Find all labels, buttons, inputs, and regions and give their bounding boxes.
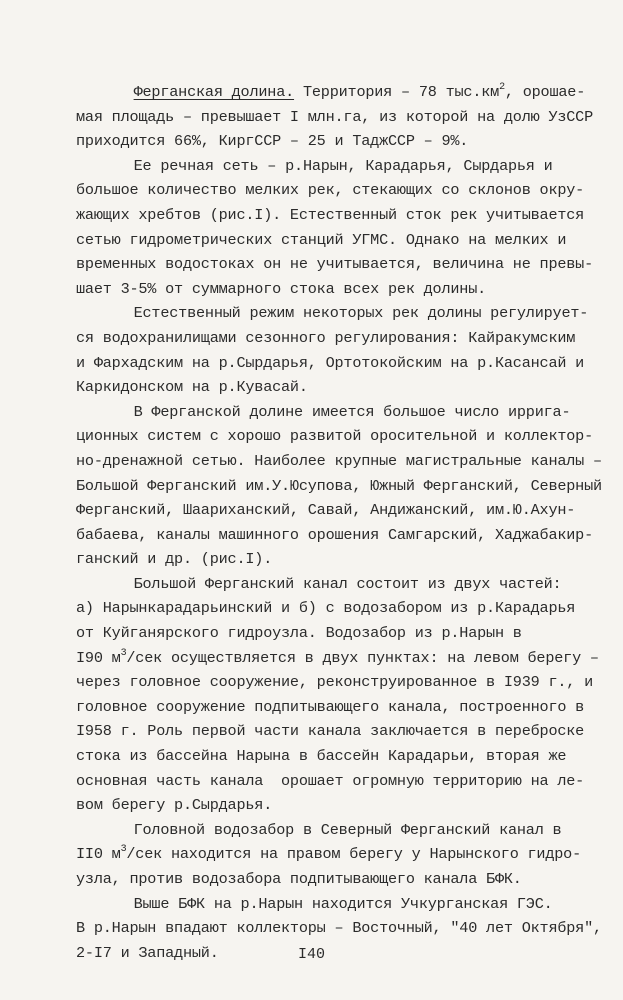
line-text: 2-I7 и Западный. <box>76 943 219 962</box>
text-line <box>76 646 599 671</box>
line-text: и Фархадским на р.Сырдарья, Ортотокойским на р.Касансай и <box>76 353 585 372</box>
superscript: 3 <box>120 844 127 856</box>
line-text: шает 3-5% от суммарного стока всех рек долины. <box>76 279 487 298</box>
line-text: Большой Ферганский им.У.Юсупова, Южный Ферганский, Северный <box>76 476 602 495</box>
text-line <box>76 523 596 548</box>
text-line <box>76 80 596 105</box>
text-line <box>76 818 596 843</box>
text-line <box>76 719 596 744</box>
text-line <box>76 842 596 867</box>
line-text: бабаева, каналы машинного орошения Самгарский, Хаджабакир- <box>76 525 594 544</box>
page-number: I40 <box>297 946 325 963</box>
text-line <box>76 375 596 400</box>
text-line <box>76 769 596 794</box>
text-line <box>76 498 596 523</box>
body-text <box>76 80 602 965</box>
text-line <box>76 129 596 154</box>
superscript: 2 <box>499 82 505 93</box>
line-text: I90 м <box>76 648 121 667</box>
text-line <box>76 474 602 499</box>
line-text: В Ферганской долине имеется большое число ирригa- <box>133 402 571 421</box>
text-line <box>76 892 596 917</box>
superscript: 3 <box>120 647 127 659</box>
line-text: Выше БФК на р.Нарын находится Учкурганская ГЭС. <box>133 894 553 913</box>
line-text-continued: , орошае- <box>504 83 586 101</box>
text-line <box>76 670 596 695</box>
text-line <box>76 449 602 474</box>
line-text: Большой Ферганский канал состоит из двух частей: <box>133 574 562 593</box>
line-text: вом берегу р.Сырдарья. <box>76 796 273 815</box>
text-line <box>76 178 596 203</box>
text-line <box>76 252 596 277</box>
line-text: сетью гидрометрических станций УГМС. Однако на мелких и <box>76 230 567 249</box>
text-line <box>76 424 596 449</box>
line-text: I958 г. Роль первой части канала заключается в переброске <box>76 722 585 741</box>
line-text: головное сооружение подпитывающего канала, построенного в <box>76 697 585 716</box>
line-text: мая площадь – превышает I млн.га, из которой на долю УзССР <box>76 107 594 126</box>
text-line <box>76 277 596 302</box>
line-text: В р.Нарын впадают коллекторы – Восточный, "40 лет Октября", <box>76 919 602 938</box>
line-text: Головной водозабор в Северный Ферганский канал в <box>133 820 562 839</box>
text-line <box>76 228 596 253</box>
text-line <box>76 351 596 376</box>
line-text: Естественный режим некоторых рек долины регулирует- <box>133 304 589 323</box>
text-line <box>76 867 596 892</box>
line-text: Ферганский, Шаариханский, Савай, Андижанский, им.Ю.Ахун- <box>76 501 576 520</box>
line-text: временных водостоках он не учитывается, величина не превы- <box>76 255 594 274</box>
section-heading: Ферганская долина. <box>133 83 295 101</box>
line-text: через головное сооружение, реконструированное в I939 г., и <box>76 673 594 692</box>
line-text: основная часть канала орошает огромную территорию на ле- <box>76 771 585 790</box>
line-text-continued: /сек осуществляется в двух пунктах: на левом берегу – <box>126 648 599 667</box>
text-line <box>76 744 596 769</box>
text-line <box>76 203 596 228</box>
line-text: узла, против водозабора подпитывающего канала БФК. <box>76 870 522 888</box>
line-text: Каркидонском на р.Кувасай. <box>76 378 308 397</box>
text-line <box>76 916 602 941</box>
line-text: но-дренажной сетью. Наиболее крупные магистральные каналы – <box>76 451 602 470</box>
line-text: от Куйганярского гидроузла. Водозабор из р.Нарын в <box>76 624 522 643</box>
line-text: жающих хребтов (рис.I). Естественный сток рек учитывается <box>76 205 585 224</box>
line-text: II0 м <box>76 845 121 864</box>
text-line <box>76 301 596 326</box>
text-line <box>76 596 596 621</box>
line-text: ционных систем с хорошо развитой оросительной и коллектор- <box>76 427 594 446</box>
line-text: Ее речная сеть – р.Нарын, Карадарья, Сырдарья и <box>133 156 553 175</box>
line-text: а) Нарынкарадарьинский и б) с водозабором из р.Карадарья <box>76 599 576 618</box>
text-line <box>76 400 596 425</box>
line-text: стока из бассейна Нарына в бассейн Карадарьи, вторая же <box>76 747 567 766</box>
line-text-continued: /сек находится на правом берегу у Нарынского гидро- <box>126 845 582 864</box>
text-line <box>76 326 596 351</box>
text-line <box>76 547 596 572</box>
line-text: Территория – 78 тыс.км <box>294 83 500 101</box>
text-line <box>76 154 596 179</box>
text-line <box>76 572 596 597</box>
text-line <box>76 695 596 720</box>
line-text: приходится 66%, КиргССР – 25 и ТаджССР – 9%. <box>76 132 469 151</box>
text-line <box>76 621 596 646</box>
line-text: ганский и др. (рис.I). <box>76 550 273 569</box>
line-text: ся водохранилищами сезонного регулирования: Кайракумским <box>76 328 576 347</box>
text-line <box>76 105 596 130</box>
text-line <box>76 793 596 818</box>
line-text: большое количество мелких рек, стекающих со склонов окру- <box>76 181 585 200</box>
